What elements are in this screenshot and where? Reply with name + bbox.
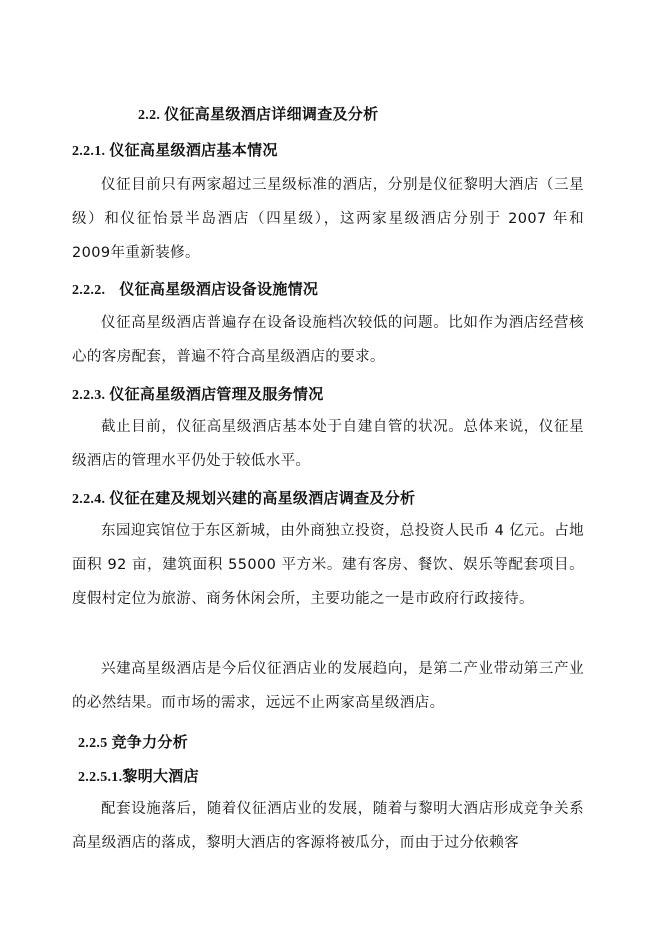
heading-number: 2.2.5.1. <box>78 770 123 785</box>
heading-title: 竞争力分析 <box>111 733 189 751</box>
paragraph-2-2-2: 仪征高星级酒店普遍存在设备设施档次较低的问题。比如作为酒店经营核心的客房配套，普遍不符合高星级酒店的要求。 <box>72 315 584 365</box>
heading-2-2 <box>138 104 378 126</box>
heading-number: 2.2.5 <box>78 736 108 751</box>
heading-title: 仪征在建及规划兴建的高星级酒店调查及分析 <box>109 489 416 507</box>
heading-2-2-2 <box>72 279 318 301</box>
heading-2-2-3 <box>72 384 324 406</box>
heading-title: 仪征高星级酒店设备设施情况 <box>119 280 319 298</box>
heading-2-2-4 <box>72 488 415 510</box>
heading-title: 仪征高星级酒店详细调查及分析 <box>164 105 379 123</box>
heading-number: 2.2.4. <box>72 492 106 507</box>
heading-title: 仪征高星级酒店基本情况 <box>109 141 278 159</box>
paragraph-2-2-5-1: 配套设施落后，随着仪征酒店业的发展，随着与黎明大酒店形成竞争关系高星级酒店的落成，黎明大酒店的客源将被瓜分，而由于过分依赖客 <box>72 801 584 851</box>
heading-number: 2.2.1. <box>72 144 106 159</box>
paragraph-2-2-4-b: 兴建高星级酒店是今后仪征酒店业的发展趋向，是第二产业带动第三产业的必然结果。而市场的需求，远远不止两家高星级酒店。 <box>72 661 584 711</box>
heading-title: 仪征高星级酒店管理及服务情况 <box>109 385 324 403</box>
heading-2-2-5-1 <box>78 766 199 788</box>
paragraph-2-2-3: 截止目前，仪征高星级酒店基本处于自建自管的状况。总体来说，仪征星级酒店的管理水平仍处于较低水平。 <box>72 419 584 469</box>
heading-2-2-1 <box>72 140 278 162</box>
heading-number: 2.2.3. <box>72 388 106 403</box>
heading-number: 2.2. <box>138 108 161 123</box>
paragraph-2-2-4-a: 东园迎宾馆位于东区新城，由外商独立投资，总投资人民币 4 亿元。占地面积 92 亩，建筑面积 55000 平方米。建有客房、餐饮、娱乐等配套项目。度假村定位为旅游、商务休闲会所，主要功能之一是市政府行政接待。 <box>72 523 584 607</box>
paragraph-2-2-1: 仪征目前只有两家超过三星级标准的酒店，分别是仪征黎明大酒店（三星级）和仪征怡景半岛酒店（四星级），这两家星级酒店分别于 2007 年和 2009年重新装修。 <box>72 177 584 261</box>
heading-number: 2.2.2. <box>72 283 106 298</box>
heading-title: 黎明大酒店 <box>122 767 199 785</box>
heading-2-2-5 <box>78 732 188 754</box>
